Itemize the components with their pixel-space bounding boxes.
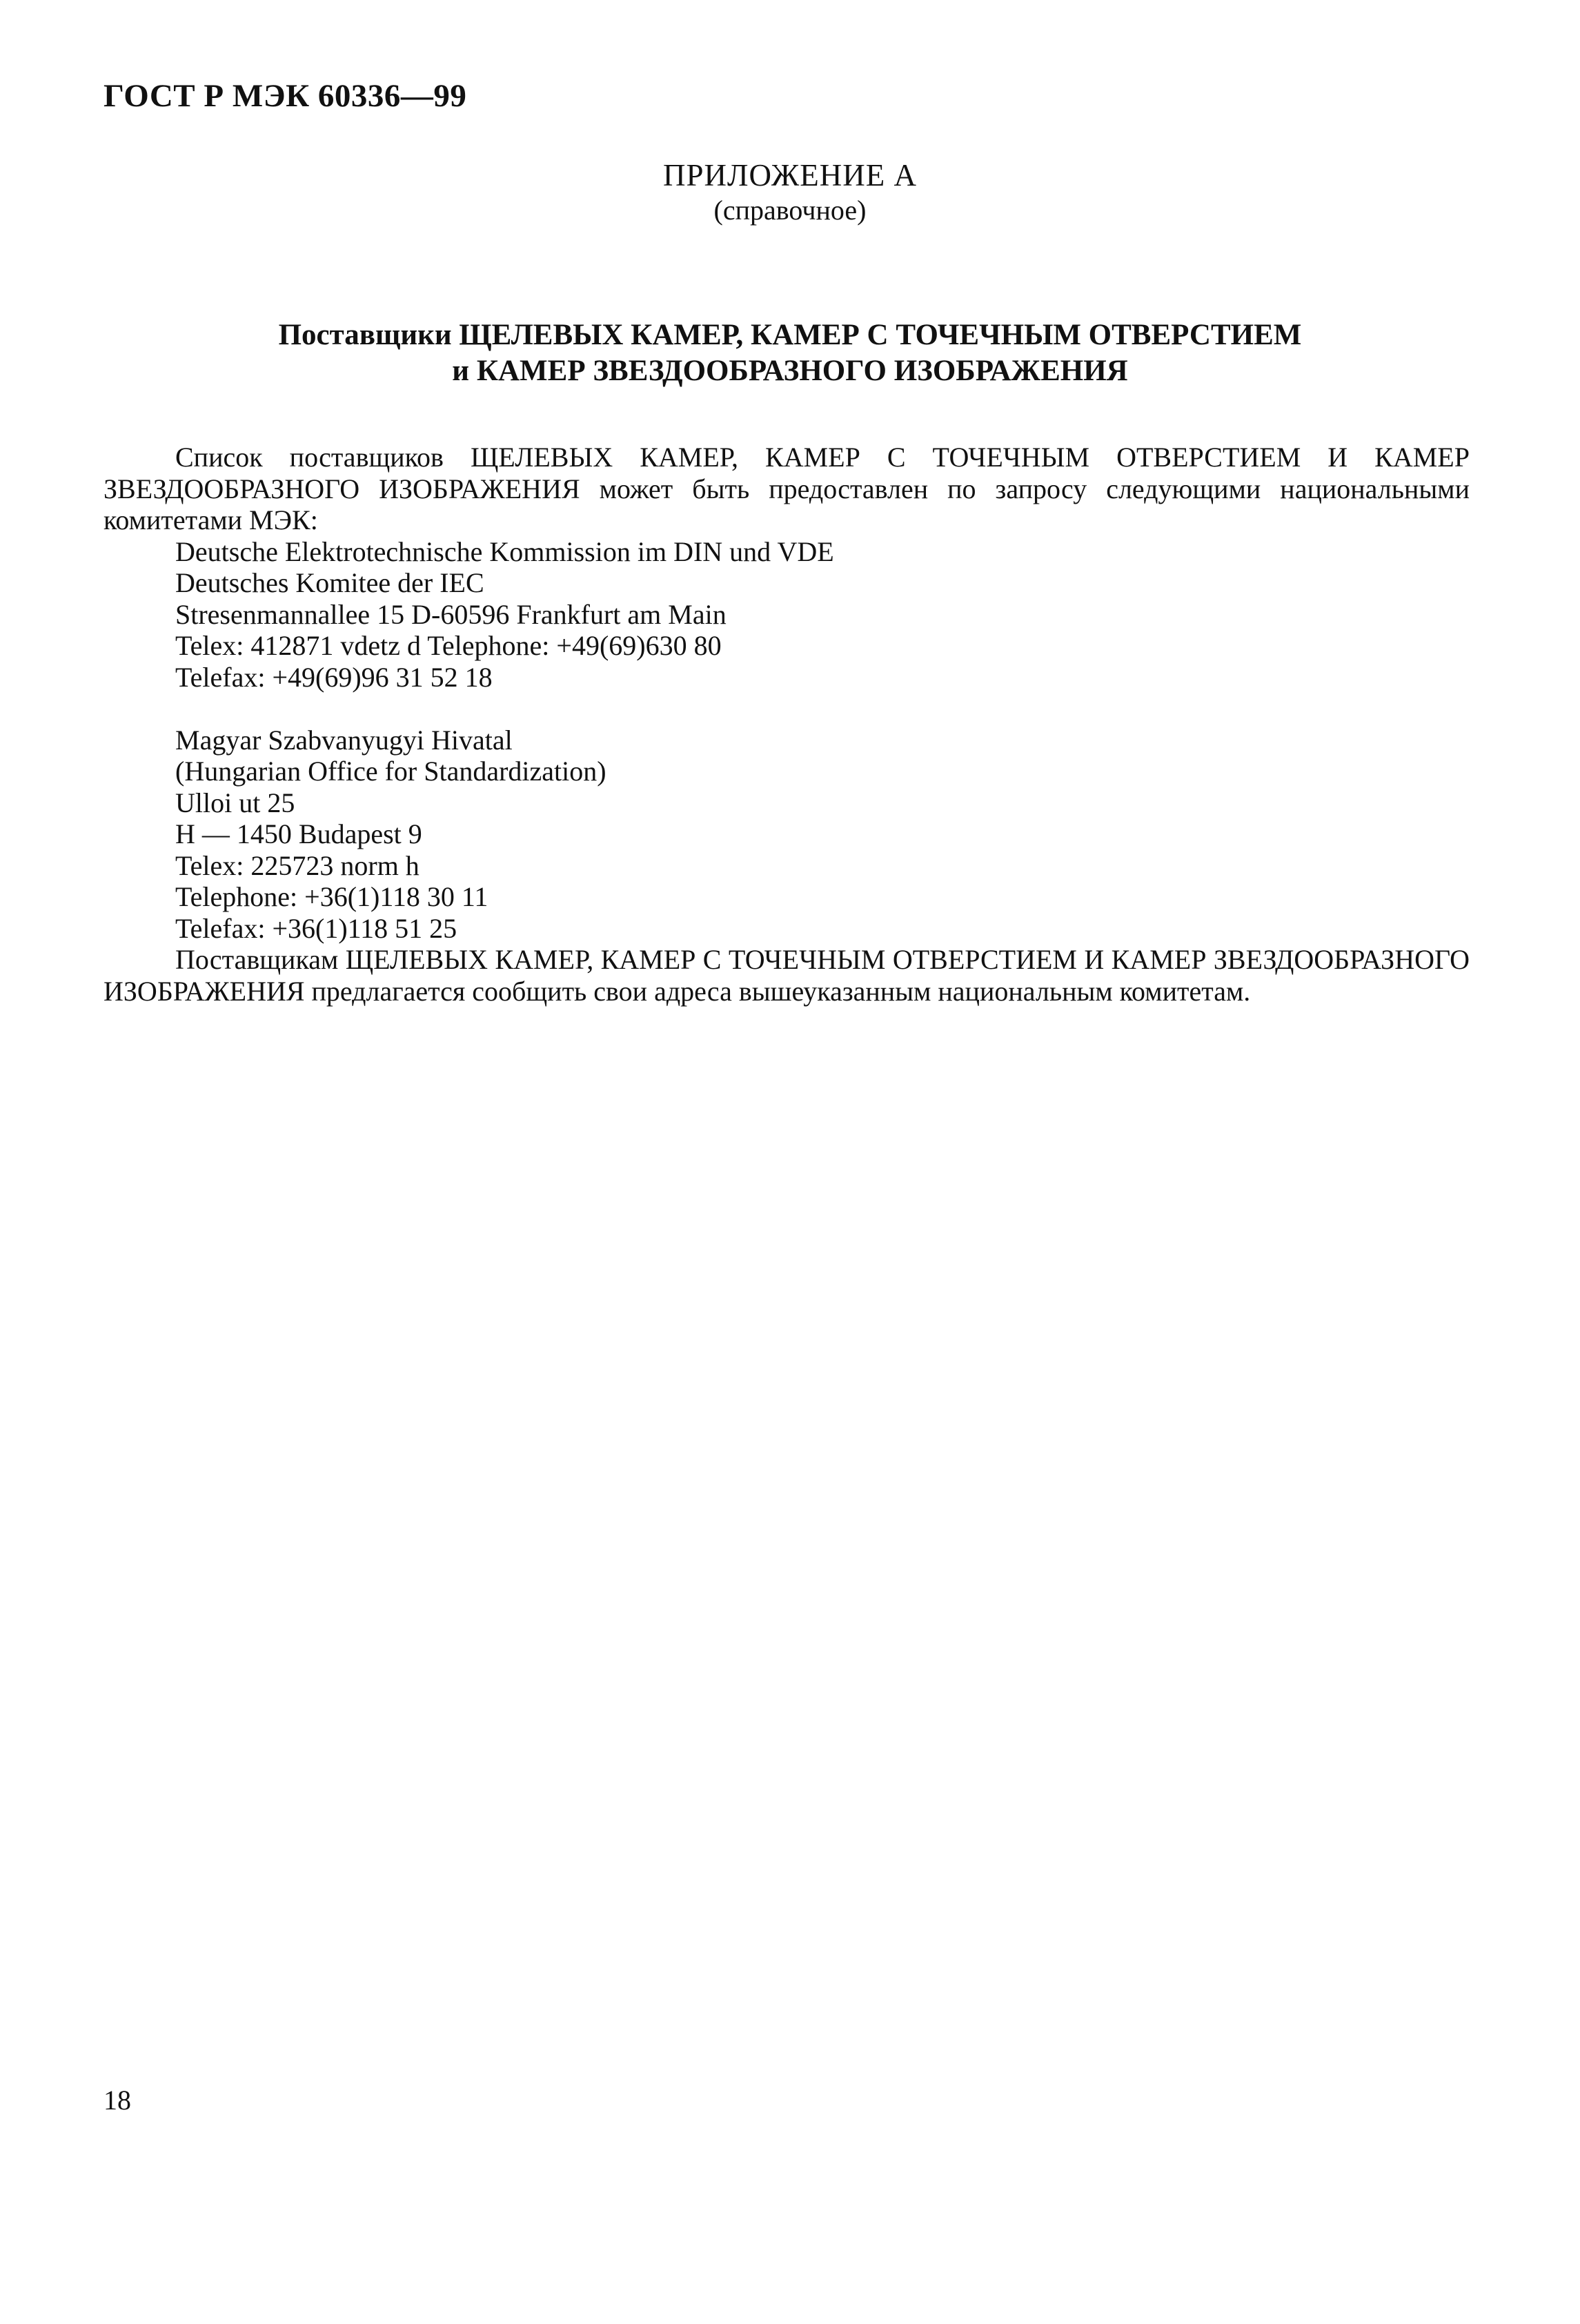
address-line: Magyar Szabvanyugyi Hivatal bbox=[175, 724, 513, 756]
body-text bbox=[103, 442, 1470, 1007]
standard-code: ГОСТ Р МЭК 60336—99 bbox=[103, 78, 467, 114]
address-line: Telephone: +36(1)118 30 11 bbox=[175, 881, 488, 912]
address-line: Stresenmannallee 15 D-60596 Frankfurt am Main bbox=[175, 598, 727, 630]
intro-paragraph: Список поставщиков ЩЕЛЕВЫХ КАМЕР, КАМЕР С ТОЧЕЧНЫМ ОТВЕРСТИЕМ И КАМЕР ЗВЕЗДООБРАЗНОГО ИЗОБРАЖЕНИЯ может быть предоставлен по запросу следующими национальными комитетами МЭК: bbox=[103, 442, 1470, 535]
spacer bbox=[103, 693, 1470, 725]
address-line: Ulloi ut 25 bbox=[175, 787, 295, 818]
address-line: Telex: 412871 vdetz d Telephone: +49(69)630 80 bbox=[175, 630, 722, 661]
appendix-kind: (справочное) bbox=[713, 195, 867, 226]
closing-paragraph: Поставщикам ЩЕЛЕВЫХ КАМЕР, КАМЕР С ТОЧЕЧНЫМ ОТВЕРСТИЕМ И КАМЕР ЗВЕЗДООБРАЗНОГО ИЗОБРАЖЕНИЯ предлагается сообщить свои адреса вышеуказанным национальным комитетам. bbox=[103, 944, 1470, 1007]
address-hungary bbox=[103, 725, 1470, 945]
appendix-title: ПРИЛОЖЕНИЕ А bbox=[663, 158, 917, 193]
document-title-line-2: и КАМЕР ЗВЕЗДООБРАЗНОГО ИЗОБРАЖЕНИЯ bbox=[452, 355, 1128, 387]
appendix-heading bbox=[0, 157, 1580, 228]
address-line: Deutsches Komitee der IEC bbox=[175, 567, 484, 598]
address-line: Telefax: +36(1)118 51 25 bbox=[175, 912, 457, 944]
document-title bbox=[0, 317, 1580, 389]
address-line: Telefax: +49(69)96 31 52 18 bbox=[175, 661, 493, 693]
address-line: Telex: 225723 norm h bbox=[175, 849, 419, 881]
address-line: H — 1450 Budapest 9 bbox=[175, 818, 422, 849]
page-number: 18 bbox=[103, 2085, 131, 2116]
address-line: Deutsche Elektrotechnische Kommission im DIN und VDE bbox=[175, 535, 834, 567]
document-title-line-1: Поставщики ЩЕЛЕВЫХ КАМЕР, КАМЕР С ТОЧЕЧНЫМ ОТВЕРСТИЕМ bbox=[278, 319, 1302, 351]
address-germany bbox=[103, 536, 1470, 693]
address-line: (Hungarian Office for Standardization) bbox=[175, 756, 606, 787]
